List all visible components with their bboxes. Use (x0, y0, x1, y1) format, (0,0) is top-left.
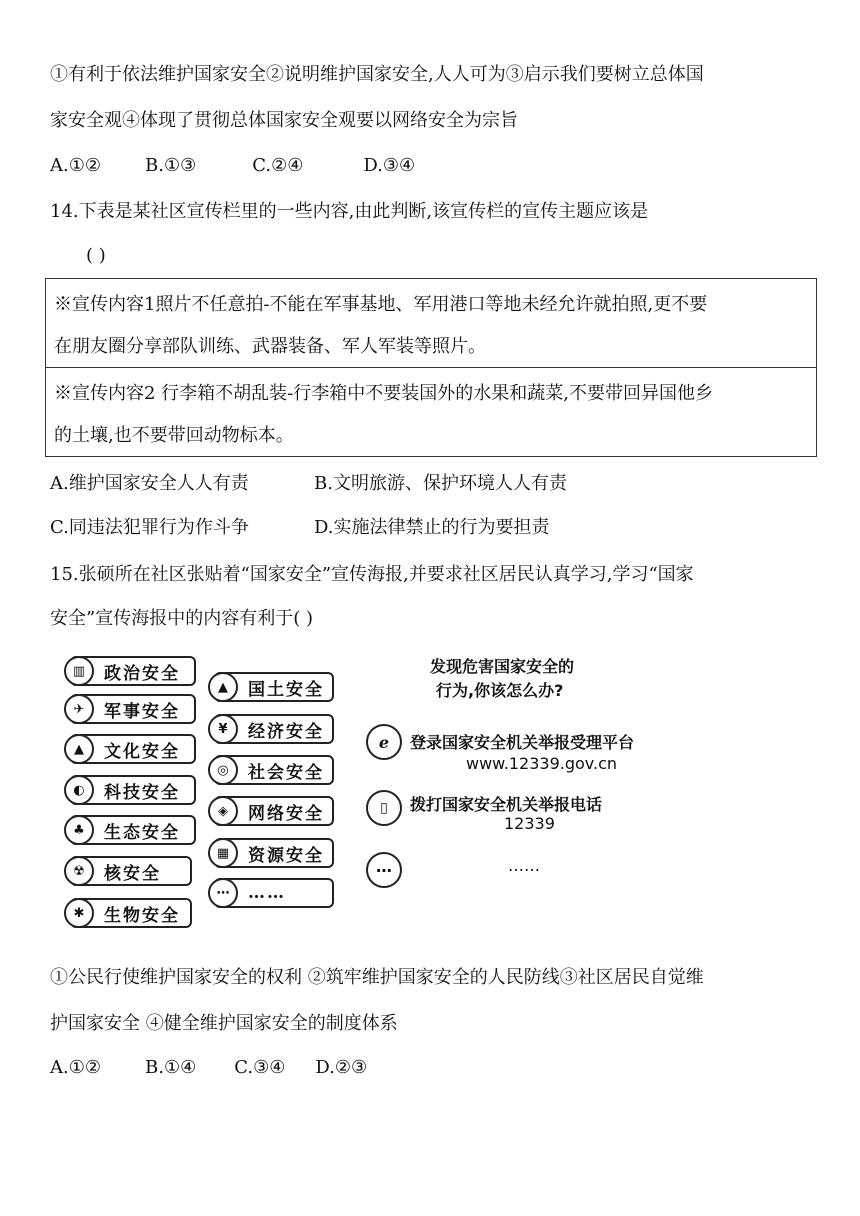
q15-options (50, 1056, 411, 1080)
poster-item-military: ✈ 军事安全 (70, 694, 196, 724)
q14-options-row1 (50, 472, 567, 496)
q14-table-row2 (46, 367, 816, 456)
poster-item-ecology: ♣ 生态安全 (70, 815, 196, 845)
grid-icon: ▦ (208, 838, 238, 868)
virus-icon: ✱ (64, 898, 94, 928)
shield-icon: ◈ (208, 796, 238, 826)
poster-web-url: www.12339.gov.cn (466, 754, 618, 773)
money-bag-icon: ¥ (208, 714, 238, 744)
poster-item-society: ◎ 社会安全 (214, 755, 334, 785)
q14-row2-line2: 的土壤,也不要带回动物标本。 (54, 425, 294, 446)
q14-table (45, 278, 817, 457)
poster-web-text: 登录国家安全机关举报受理平台 (410, 733, 635, 752)
poster-more-text: …… (508, 856, 540, 875)
q15-statement-line2: 护国家安全 ④健全维护国家安全的制度体系 (50, 1013, 398, 1034)
poster-item-economy: ¥ 经济安全 (214, 714, 334, 744)
q15-option-d[interactable]: D.②③ (315, 1057, 368, 1078)
q13-option-a[interactable]: A.①② (50, 155, 101, 176)
radiation-icon: ☢ (64, 856, 94, 886)
poster-item-biology: ✱ 生物安全 (70, 898, 192, 928)
target-icon: ◎ (208, 755, 238, 785)
q15-stem-line1: 15.张硕所在社区张贴着“国家安全”宣传海报,并要求社区居民认真学习,学习“国家 (50, 564, 694, 585)
poster-phone-text: 拨打国家安全机关举报电话 (410, 795, 603, 814)
mountain-icon: ▲ (208, 672, 238, 702)
poster-item-culture: ▲ 文化安全 (70, 734, 196, 764)
browser-icon: e (366, 724, 402, 760)
q14-row2-line1: ※宣传内容2 行李箱不胡乱装-行李箱中不要装国外的水果和蔬菜,不要带回异国他乡 (54, 383, 713, 404)
poster-item-nuclear: ☢ 核安全 (70, 856, 192, 886)
q13-option-c[interactable]: C.②④ (252, 155, 304, 176)
q15-option-b[interactable]: B.①④ (145, 1057, 197, 1078)
poster-item-political: ▥ 政治安全 (70, 656, 196, 686)
plane-icon: ✈ (64, 694, 94, 724)
tree-icon: ♣ (64, 815, 94, 845)
building-icon: ▥ (64, 656, 94, 686)
q14-options-row2 (50, 516, 550, 540)
poster-item-technology: ◐ 科技安全 (70, 775, 196, 805)
graduation-cap-icon: ▲ (64, 734, 94, 764)
poster-item-territory: ▲ 国土安全 (214, 672, 334, 702)
q13-statement-line2: 家安全观④体现了贯彻总体国家安全观要以网络安全为宗旨 (50, 110, 518, 131)
q15-option-c[interactable]: C.③④ (234, 1057, 286, 1078)
poster-item-resources: ▦ 资源安全 (214, 838, 334, 868)
q14-option-c[interactable]: C.同违法犯罪行为作斗争 (50, 517, 249, 538)
q14-stem-line1: 14.下表是某社区宣传栏里的一些内容,由此判断,该宣传栏的宣传主题应该是 (50, 201, 649, 222)
q13-options (50, 154, 459, 178)
q14-table-row1 (46, 279, 816, 367)
poster-phone-number: 12339 (504, 814, 555, 833)
poster-item-network: ◈ 网络安全 (214, 796, 334, 826)
ellipsis-circle-icon: ⋯ (366, 852, 402, 888)
q13-statement-line1: ①有利于依法维护国家安全②说明维护国家安全,人人可为③启示我们要树立总体国 (50, 64, 704, 85)
q14-row1-line2: 在朋友圈分享部队训练、武器装备、军人军装等照片。 (54, 336, 486, 357)
q14-row1-line1: ※宣传内容1照片不任意拍-不能在军事基地、军用港口等地未经允许就拍照,更不要 (54, 294, 708, 315)
q15-stem-line2: 安全”宣传海报中的内容有利于( ) (50, 608, 313, 629)
q14-option-b[interactable]: B.文明旅游、保护环境人人有责 (314, 473, 567, 494)
poster-headline-line1: 发现危害国家安全的 (430, 657, 575, 676)
atom-icon: ◐ (64, 775, 94, 805)
q13-option-d[interactable]: D.③④ (363, 155, 416, 176)
phone-icon: ▯ (366, 790, 402, 826)
poster-headline-line2: 行为,你该怎么办? (436, 681, 564, 700)
q15-statement-line1: ①公民行使维护国家安全的权利 ②筑牢维护国家安全的人民防线③社区居民自觉维 (50, 967, 704, 988)
q15-option-a[interactable]: A.①② (50, 1057, 101, 1078)
q14-answer-blank: ( ) (86, 245, 106, 266)
q14-option-a[interactable]: A.维护国家安全人人有责 (50, 473, 249, 494)
ellipsis-icon: ⋯ (208, 878, 238, 908)
q13-option-b[interactable]: B.①③ (145, 155, 197, 176)
poster-item-more: ⋯ …… (214, 878, 334, 908)
q14-option-d[interactable]: D.实施法律禁止的行为要担责 (314, 517, 550, 538)
